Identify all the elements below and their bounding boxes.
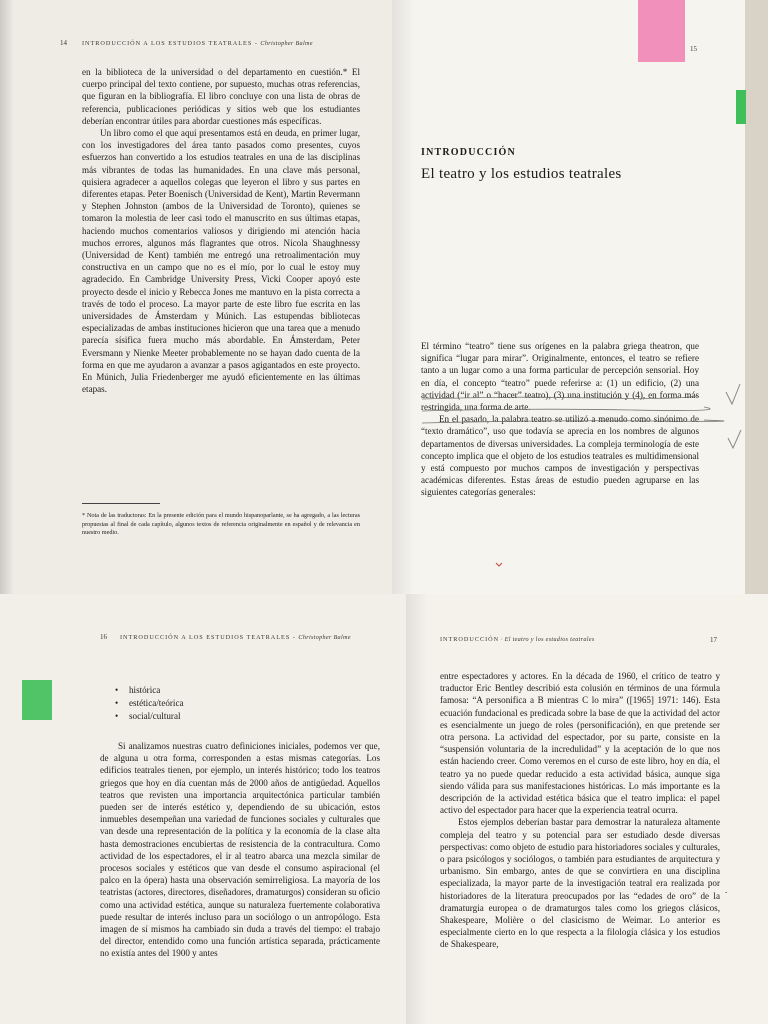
header-separator: - — [290, 634, 299, 641]
header-title: INTRODUCCIÓN — [440, 636, 500, 643]
checkmark-icon — [728, 430, 741, 448]
paragraph: Un libro como el que aquí presentamos está en deuda, en primer lugar, con los investigadores del área tanto pasados como presentes, cuyos esfuerzos han convertido a los estudios teatrales en una de las disciplinas más vibrantes de todas las humanidades. En una clave más personal, quisiera agradecer a aquellos colegas que leyeron el libro y sus partes en diferentes etapas. Peter Boenisch (Universidad de Kent), Martin Revermann y Stephen Johnston (ambos de la Universidad de Toronto), quienes se tomaron la molestia de leer casi todo el manuscrito en sus últimas etapas, haciendo muchos comentarios valiosos y dirigiendo mi atención hacia muchos errores, algunos más flagrantes que otros. Nicola Shaughnessy (Universidad de Kent) también me entregó una retroalimentación muy constructiva en un campo que no es el mío, por lo cual le estoy muy agradecido. En Cambridge University Press, Vicki Cooper apoyó este proyecto desde el inicio y Rebecca Jones me mantuvo en la pista correcta a través de todo el proceso. La mayor parte de este libro fue escrita en las universidades de Ámsterdam y Múnich. Las estupendas bibliotecas especializadas de ambas instituciones hicieron que una tarea que a menudo parecía sísifica fuera mucho más abordable. En Ámsterdam, Peter Eversmann y Nienke Meeter probablemente no se hayan dado cuenta de la forma en que me ayudaron a avanzar a pasos agigantados en este proyecto. En Múnich, Julia Friedenberger me ayudó eficientemente en las últimas etapas. — [82, 128, 360, 395]
header-author: Christopher Balme — [298, 634, 351, 641]
checkmark-icon — [726, 384, 740, 404]
book-edge — [745, 0, 768, 594]
running-header — [82, 40, 313, 47]
body-text — [100, 740, 380, 960]
category-list — [115, 684, 184, 723]
pencil-annotations — [392, 0, 745, 594]
paragraph: en la biblioteca de la universidad o del departamento en cuestión.* El cuerpo principal del texto contiene, por supuesto, muchas otras referencias, que figuran en la bibliografía. El libro concluye con una lista de obras de referencia, publicaciones periódicas y sitios web que los estudiantes deberían encontrar útiles para abordar cuestiones más específicas. — [82, 67, 360, 126]
paragraph: entre espectadores y actores. En la década de 1960, el crítico de teatro y traductor Eric Bentley describió esta colusión en términos de una fórmula famosa: “A personifica a B mientras C lo mira” ([1965] 1971: 146). Esta ecuación fundacional es predicada sobre la base de que la actividad del actor es esencialmente un juego de roles (personificación), en que pretende ser otra persona. La actividad del espectador, por su parte, consiste en la “suspensión voluntaria de la incredulidad” y la aceptación de lo que nos están haciendo creer. Como veremos en el curso de este libro, hoy en día, el teatro ya no puede quedar reducido a esta actividad básica, aunque siga siendo válida para sus manifestaciones históricas. Lo más importante es la descripción de la actividad estética básica que el teatro implica: el papel activo del espectador para hacer que la experiencia teatral ocurra. — [440, 671, 720, 816]
red-mark-icon — [496, 563, 502, 566]
header-subtitle: El teatro y los estudios teatrales — [504, 636, 595, 643]
page-number: 14 — [60, 39, 67, 47]
page-17 — [406, 594, 768, 1024]
running-header — [440, 636, 595, 643]
page-number: 17 — [710, 636, 717, 644]
paragraph: El término “teatro” tiene sus orígenes en la palabra griega theatron, que significa “lugar para mirar”. Originalmente, entonces, el teatro se refiere tanto a un lugar como a una forma particular de percepción sensorial. Hoy en día, el concepto “teatro” puede referirse a: (1) un edificio, (2) una actividad (“ir al” o “hacer” teatro), (3) una institución y (4), en forma más restringida, una forma de arte. — [421, 341, 699, 413]
body-text — [440, 670, 720, 951]
chapter-title: El teatro y los estudios teatrales — [421, 166, 622, 182]
margin-dot: . — [725, 885, 728, 895]
gutter-shadow — [392, 0, 414, 594]
page-number: 16 — [100, 633, 107, 641]
page-number: 15 — [690, 45, 697, 53]
edge-shadow — [0, 0, 14, 594]
page-16 — [0, 594, 406, 1024]
footnote-rule — [82, 503, 160, 504]
green-sticky-tab — [736, 90, 746, 124]
running-header — [120, 634, 351, 641]
header-author: Christopher Balme — [260, 40, 313, 47]
paragraph: Si analizamos nuestras cuatro definiciones iniciales, podemos ver que, de alguna u otra forma, corresponden a estas mismas categorías. Los edificios teatrales tienen, por ejemplo, un interés histórico; todo los teatros griegos que hoy en día cuentan más de 2000 años de antigüedad. Aquellos teatros que revisten una importancia arquitectónica particular también pueden ser de interés estético y, dependiendo de su ubicación, estos inmuebles desempeñan una variedad de funciones sociales y culturales que van desde una representación de la política y la economía de la clase alta hasta demostraciones encubiertas de resistencia de la contracultura. Como actividad de los espectadores, el ir al teatro abarca una mezcla similar de procesos sociales y estéticos que van desde el consumo aspiracional (el palco en la ópera) hasta una observación semirreligiosa. La mayoría de los teatristas (actores, directores, diseñadores, dramaturgos) consideran su oficio como una actividad estética, aunque su naturaleza fuertemente colaborativa puede resultar de interés incluso para un sociólogo o un antropólogo. Esta imagen de sí mismos ha cambiado sin duda a través del tiempo: el trabajo del director, entendido como una función artística separada, prácticamente no existía antes del 1900 y antes — [100, 741, 380, 959]
paragraph: En el pasado, la palabra teatro se utilizó a menudo como sinónimo de “texto dramático”, uso que todavía se aprecia en los nombres de algunos departamentos de diversas universidades. La compleja terminología de este concepto implica que el objeto de los estudios teatrales es multidimensional y está compuesto por muchos campos de investigación y perspectivas académicas diferentes. Estas áreas de estudio pueden agruparse en las siguientes categorías generales: — [421, 414, 699, 498]
chapter-kicker: INTRODUCCIÓN — [421, 147, 516, 158]
pink-sticky-tab — [638, 0, 685, 62]
paragraph: Estos ejemplos deberían bastar para demostrar la naturaleza altamente compleja del teatro y su potencial para ser estudiado desde diversas perspectivas: como objeto de estudio para historiadores sociales y culturales, o para psicólogos y sociólogos, o también para estudiantes de arquitectura y urbanismo. Sin embargo, antes de que se convirtiera en una disciplina especializada, la mayor parte de la investigación teatral era realizada por historiadores de la literatura preocupados por las “edades de oro” de la dramaturgia europea o de dramaturgos tales como los griegos clásicos, Shakespeare, Molière o del clasicismo de Weimar. Lo anterior es especialmente cierto en lo que respecta a la filología clásica y los estudios de Shakespeare, — [440, 817, 720, 950]
page-14 — [0, 0, 392, 594]
page-15 — [392, 0, 745, 594]
header-series: INTRODUCCIÓN A LOS ESTUDIOS TEATRALES — [82, 40, 253, 47]
header-series: INTRODUCCIÓN A LOS ESTUDIOS TEATRALES — [120, 634, 291, 641]
footnote: * Nota de las traductoras: En la presente edición para el mundo hispanoparlante, se ha agregado, a las lecturas propuestas al final de cada capítulo, algunos textos de referencia originalmente en español y de relevancia en nuestro medio. — [82, 512, 360, 536]
green-sticky-tab — [22, 680, 52, 720]
body-text — [82, 66, 360, 395]
gutter-shadow — [406, 594, 428, 1024]
header-separator: · — [499, 636, 505, 643]
list-item: • estética/teórica — [129, 697, 184, 710]
header-separator: - — [252, 40, 261, 47]
list-item: • social/cultural — [129, 710, 184, 723]
list-item: • histórica — [129, 684, 184, 697]
